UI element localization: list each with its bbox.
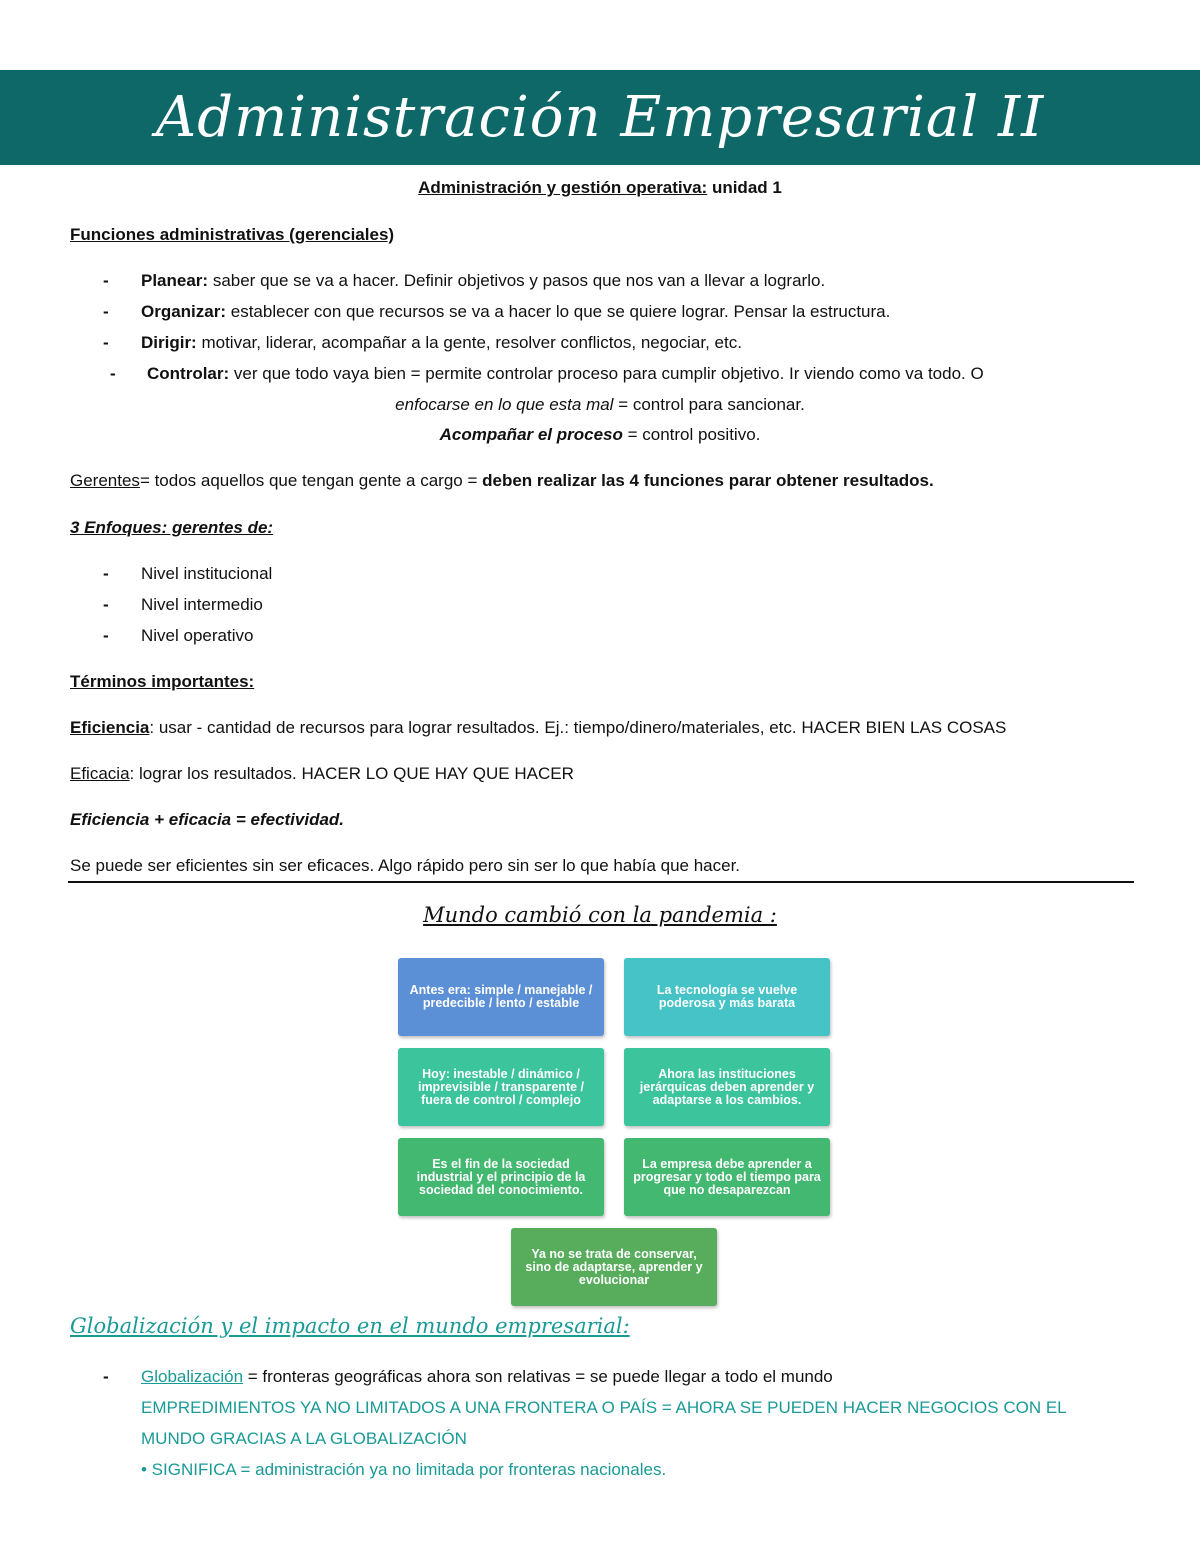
control-italic: Acompañar el proceso xyxy=(439,425,623,444)
function-term: Controlar: xyxy=(147,364,230,383)
eficacia-term: Eficacia xyxy=(70,764,130,783)
function-text: establecer con que recursos se va a hacer lo que se quiere lograr. Pensar la estructura. xyxy=(226,302,891,321)
pandemia-title: Mundo cambió con la pandemia : xyxy=(423,903,777,927)
globalizacion-title: Globalización y el impacto en el mundo empresarial: xyxy=(70,1314,630,1338)
function-text: motivar, liderar, acompañar a la gente, resolver conflictos, negociar, etc. xyxy=(196,333,742,352)
function-item-planear xyxy=(141,271,825,291)
diagram-box: La tecnología se vuelve poderosa y más barata xyxy=(624,958,830,1036)
page-header-banner xyxy=(0,70,1200,165)
function-text: saber que se va a hacer. Definir objetivos y pasos que nos van a llevar a lograrlo. xyxy=(208,271,826,290)
page-title: Administración Empresarial II xyxy=(155,85,1045,150)
pandemia-diagram xyxy=(395,955,855,1310)
subtitle-underlined: Administración y gestión operativa: xyxy=(418,178,708,197)
globalizacion-text: = fronteras geográficas ahora son relativas = se puede llegar a todo el mundo xyxy=(243,1367,833,1386)
bullet-dash: - xyxy=(110,364,116,383)
enfoque-item: Nivel institucional xyxy=(141,564,273,583)
functions-heading: Funciones administrativas (gerenciales) xyxy=(70,225,395,244)
diagram-box: La empresa debe aprender a progresar y todo el tiempo para que no desaparezcan xyxy=(624,1138,830,1216)
eficiencia-text: : usar - cantidad de recursos para lograr resultados. Ej.: tiempo/dinero/materiales, etc. HACER BIEN LAS COSAS xyxy=(149,718,1007,737)
bullet-dash: - xyxy=(103,271,109,290)
control-line-3 xyxy=(70,425,1130,445)
diagram-box: Es el fin de la sociedad industrial y el principio de la sociedad del conocimiento. xyxy=(398,1138,604,1216)
function-term: Planear: xyxy=(141,271,209,290)
eficacia-line xyxy=(70,764,574,784)
diagram-box: Ya no se trata de conservar, sino de adaptarse, aprender y evolucionar xyxy=(511,1228,717,1306)
function-item-dirigir xyxy=(141,333,742,353)
gerentes-term: Gerentes xyxy=(70,471,140,490)
diagram-box: Antes era: simple / manejable / predecible / lento / estable xyxy=(398,958,604,1036)
bullet-dash: - xyxy=(103,302,109,321)
gerentes-line xyxy=(70,471,934,491)
eficiencia-note: Se puede ser eficientes sin ser eficaces. Algo rápido pero sin ser lo que había que hacer. xyxy=(70,856,741,875)
globalizacion-caps-1: EMPREDIMIENTOS YA NO LIMITADOS A UNA FRONTERA O PAÍS = AHORA SE PUEDEN HACER NEGOCIOS CON EL xyxy=(141,1398,1067,1417)
gerentes-text: = todos aquellos que tengan gente a cargo = xyxy=(139,471,483,490)
eficiencia-line xyxy=(70,718,1006,738)
subtitle-rest: unidad 1 xyxy=(707,178,782,197)
efectividad-line: Eficiencia + eficacia = efectividad. xyxy=(70,810,345,829)
bullet-dash: - xyxy=(103,626,109,645)
control-rest: = control para sancionar. xyxy=(613,395,805,414)
function-term: Dirigir: xyxy=(141,333,197,352)
globalizacion-line xyxy=(141,1367,833,1387)
diagram-box: Ahora las instituciones jerárquicas deben aprender y adaptarse a los cambios. xyxy=(624,1048,830,1126)
bullet-dash: - xyxy=(103,595,109,614)
globalizacion-term: Globalización xyxy=(141,1367,244,1386)
bullet-dash: - xyxy=(103,564,109,583)
terminos-heading: Términos importantes: xyxy=(70,672,255,691)
unit-subtitle xyxy=(0,178,1200,198)
diagram-box: Hoy: inestable / dinámico / imprevisible / transparente / fuera de control / complejo xyxy=(398,1048,604,1126)
function-item-controlar xyxy=(147,364,984,384)
globalizacion-bullet: • SIGNIFICA = administración ya no limitada por fronteras nacionales. xyxy=(141,1460,667,1479)
globalizacion-caps-2: MUNDO GRACIAS A LA GLOBALIZACIÓN xyxy=(141,1429,467,1448)
control-line-2 xyxy=(70,395,1130,415)
function-term: Organizar: xyxy=(141,302,227,321)
eficacia-text: : lograr los resultados. HACER LO QUE HAY QUE HACER xyxy=(129,764,574,783)
enfoque-item: Nivel intermedio xyxy=(141,595,263,614)
bullet-dash: - xyxy=(103,333,109,352)
bullet-dash: - xyxy=(103,1367,109,1386)
function-text: ver que todo vaya bien = permite controlar proceso para cumplir objetivo. Ir viendo como va todo. O xyxy=(229,364,984,383)
enfoques-heading: 3 Enfoques: gerentes de: xyxy=(70,518,274,537)
function-item-organizar xyxy=(141,302,890,322)
control-italic: enfocarse en lo que esta mal xyxy=(395,395,614,414)
gerentes-bold: deben realizar las 4 funciones parar obtener resultados. xyxy=(482,471,934,490)
enfoque-item: Nivel operativo xyxy=(141,626,254,645)
section-divider xyxy=(68,881,1134,883)
eficiencia-term: Eficiencia xyxy=(70,718,150,737)
control-rest: = control positivo. xyxy=(622,425,761,444)
